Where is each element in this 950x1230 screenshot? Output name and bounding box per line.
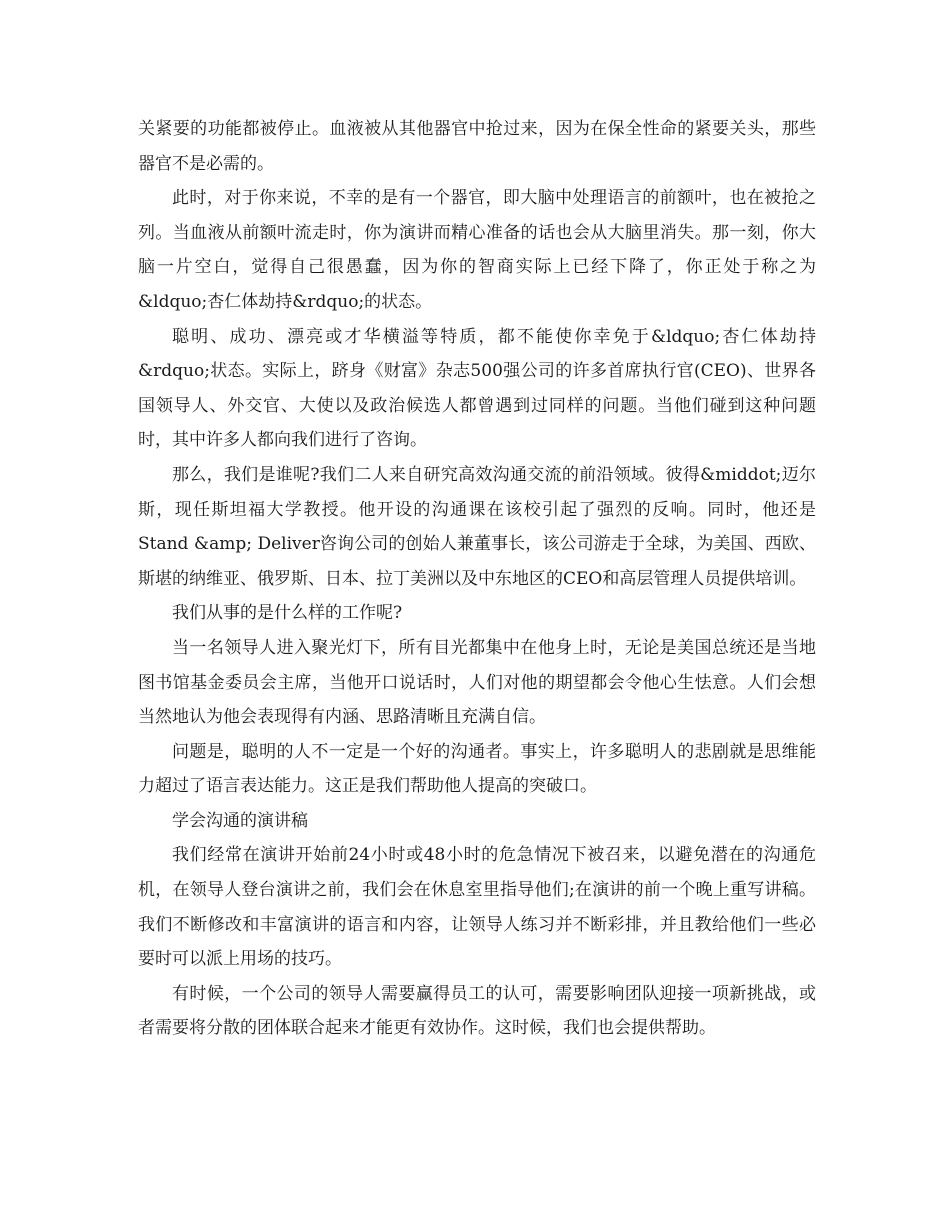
paragraph: 我们经常在演讲开始前24小时或48小时的危急情况下被召来，以避免潜在的沟通危机，在领导人登台演讲之前，我们会在休息室里指导他们;在演讲的前一个晚上重写讲稿。我们不断修改和丰富演讲的语言和内容，让领导人练习并不断彩排，并且教给他们一些必要时可以派上用场的技巧。 xyxy=(138,845,816,970)
paragraph: 那么，我们是谁呢?我们二人来自研究高效沟通交流的前沿领域。彼得&middot;迈尔斯，现任斯坦福大学教授。他开设的沟通课在该校引起了强烈的反响。同时，他还是Stand &amp; Deliver咨询公司的创始人兼董事长，该公司游走于全球，为美国、西欧、斯堪的纳维亚、俄罗斯、日本、拉丁美洲以及中东地区的CEO和高层管理人员提供培训。 xyxy=(138,464,816,589)
paragraph: 有时候，一个公司的领导人需要赢得员工的认可，需要影响团队迎接一项新挑战，或者需要将分散的团体联合起来才能更有效协作。这时候，我们也会提供帮助。 xyxy=(138,983,816,1039)
paragraph-continued: 关紧要的功能都被停止。血液被从其他器官中抢过来，因为在保全性命的紧要关头，那些器官不是必需的。 xyxy=(138,119,816,174)
paragraph: 当一名领导人进入聚光灯下，所有目光都集中在他身上时，无论是美国总统还是当地图书馆基金委员会主席，当他开口说话时，人们对他的期望都会令他心生怯意。人们会想当然地认为他会表现得有内涵、思路清晰且充满自信。 xyxy=(138,637,816,728)
section-heading: 学会沟通的演讲稿 xyxy=(172,810,308,831)
paragraph: 我们从事的是什么样的工作呢? xyxy=(172,603,403,624)
document-body xyxy=(138,112,816,1046)
paragraph: 问题是，聪明的人不一定是一个好的沟通者。事实上，许多聪明人的悲剧就是思维能力超过了语言表达能力。这正是我们帮助他人提高的突破口。 xyxy=(138,741,816,797)
paragraph: 聪明、成功、漂亮或才华横溢等特质，都不能使你幸免于&ldquo;杏仁体劫持&rdquo;状态。实际上，跻身《财富》杂志500强公司的许多首席执行官(CEO)、世界各国领导人、外交官、大使以及政治候选人都曾遇到过同样的问题。当他们碰到这种问题时，其中许多人都向我们进行了咨询。 xyxy=(138,326,816,451)
paragraph: 此时，对于你来说，不幸的是有一个器官，即大脑中处理语言的前额叶，也在被抢之列。当血液从前额叶流走时，你为演讲而精心准备的话也会从大脑里消失。那一刻，你大脑一片空白，觉得自己很愚蠢，因为你的智商实际上已经下降了，你正处于称之为&ldquo;杏仁体劫持&rdquo;的状态。 xyxy=(138,188,816,312)
